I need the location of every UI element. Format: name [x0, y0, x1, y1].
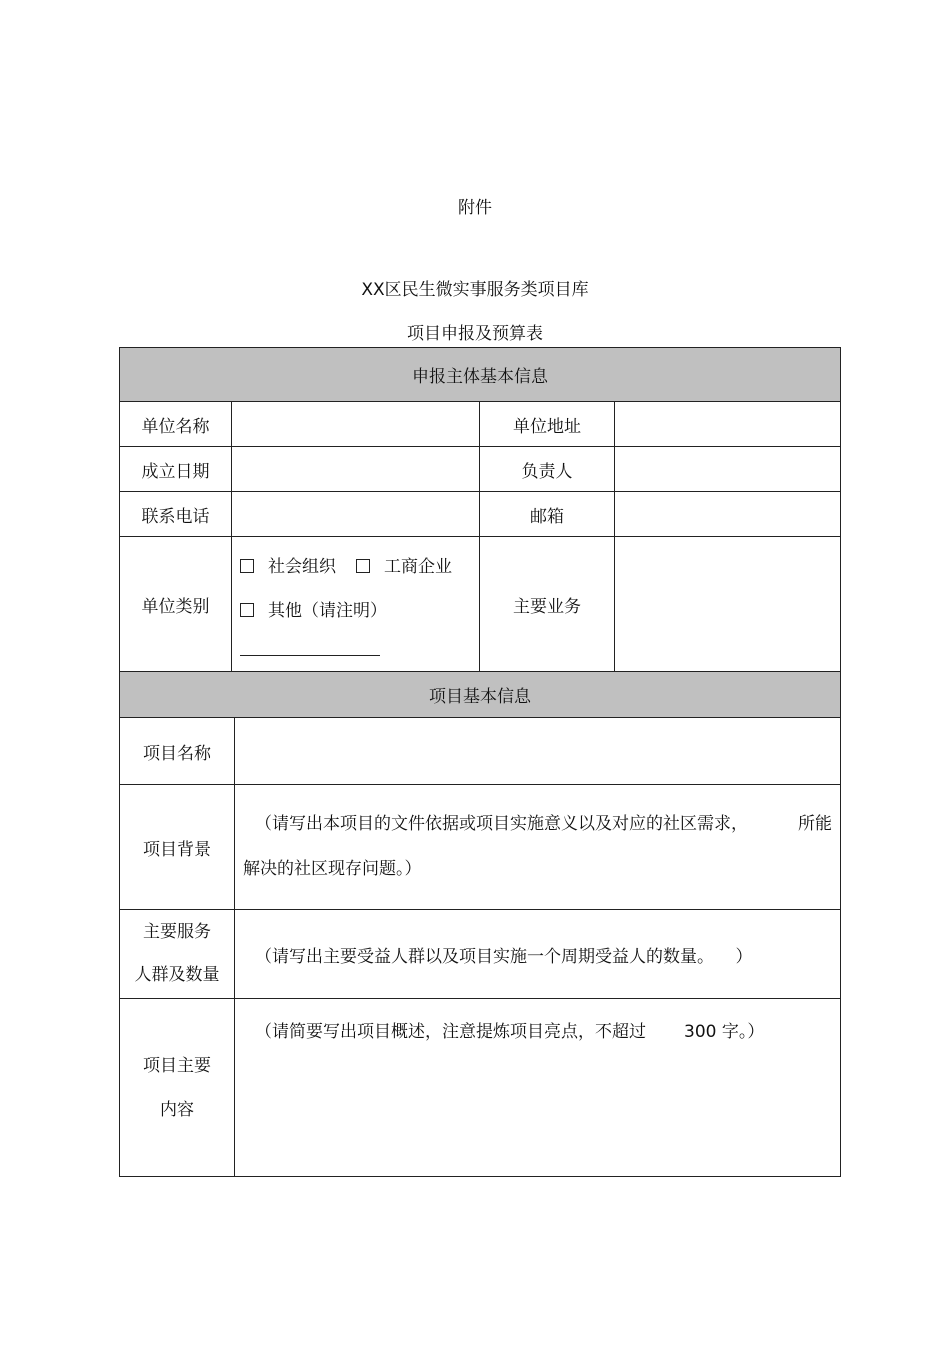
label-service-group-line2: 人群及数量	[134, 965, 220, 985]
field-unit-address[interactable]	[615, 402, 841, 447]
option-label: 社会组织	[268, 557, 336, 577]
checkbox-icon[interactable]	[240, 603, 254, 617]
label-unit-address: 单位地址	[480, 402, 615, 447]
label-project-background: 项目背景	[120, 785, 235, 910]
main-content-hint-limit: 300 字。）	[684, 1022, 765, 1042]
option-enterprise[interactable]	[356, 545, 452, 589]
label-service-group	[120, 910, 235, 999]
label-service-group-line1: 主要服务	[143, 922, 211, 942]
service-group-hint: （请写出主要受益人群以及项目实施一个周期受益人的数量。	[255, 946, 706, 967]
field-email[interactable]	[615, 492, 841, 537]
option-other[interactable]	[240, 589, 387, 633]
label-main-content-line1: 项目主要	[143, 1055, 211, 1076]
background-hint: （请写出本项目的文件依据或项目实施意义以及对应的社区需求，	[255, 814, 748, 834]
label-contact-phone: 联系电话	[120, 492, 232, 537]
service-group-hint-end: ）	[735, 946, 753, 967]
label-unit-type: 单位类别	[120, 537, 232, 672]
field-project-name[interactable]	[235, 718, 841, 785]
attachment-label: 附件	[458, 198, 492, 218]
document-subtitle: 项目申报及预算表	[407, 324, 543, 344]
label-main-content-line2: 内容	[160, 1099, 194, 1120]
option-social-org[interactable]	[240, 545, 336, 589]
label-unit-name: 单位名称	[120, 402, 232, 447]
field-main-content[interactable]	[235, 999, 841, 1177]
field-main-business[interactable]	[615, 537, 841, 672]
label-project-name: 项目名称	[120, 718, 235, 785]
checkbox-icon[interactable]	[356, 559, 370, 573]
document-title: XX区民生微实事服务类项目库	[361, 280, 589, 300]
label-email: 邮箱	[480, 492, 615, 537]
other-specify-line[interactable]	[240, 655, 380, 656]
field-contact-phone[interactable]	[232, 492, 480, 537]
field-unit-type	[232, 537, 480, 672]
field-person-in-charge[interactable]	[615, 447, 841, 492]
label-person-in-charge: 负责人	[480, 447, 615, 492]
section-heading-applicant: 申报主体基本信息	[120, 348, 841, 402]
option-label: 工商企业	[384, 557, 452, 577]
background-hint-end: 所能	[798, 814, 833, 834]
label-founded-date: 成立日期	[120, 447, 232, 492]
field-founded-date[interactable]	[232, 447, 480, 492]
section-heading-project: 项目基本信息	[120, 672, 841, 718]
background-hint-line2: 解决的社区现存问题。）	[243, 859, 422, 879]
application-form-table	[119, 347, 841, 1177]
main-content-hint: （请简要写出项目概述，注意提炼项目亮点，不超过	[255, 1022, 646, 1042]
checkbox-icon[interactable]	[240, 559, 254, 573]
field-project-background[interactable]	[235, 785, 841, 910]
option-label: 其他（请注明）	[268, 601, 387, 621]
label-main-content	[120, 999, 235, 1177]
field-service-group[interactable]	[235, 910, 841, 999]
label-main-business: 主要业务	[480, 537, 615, 672]
field-unit-name[interactable]	[232, 402, 480, 447]
